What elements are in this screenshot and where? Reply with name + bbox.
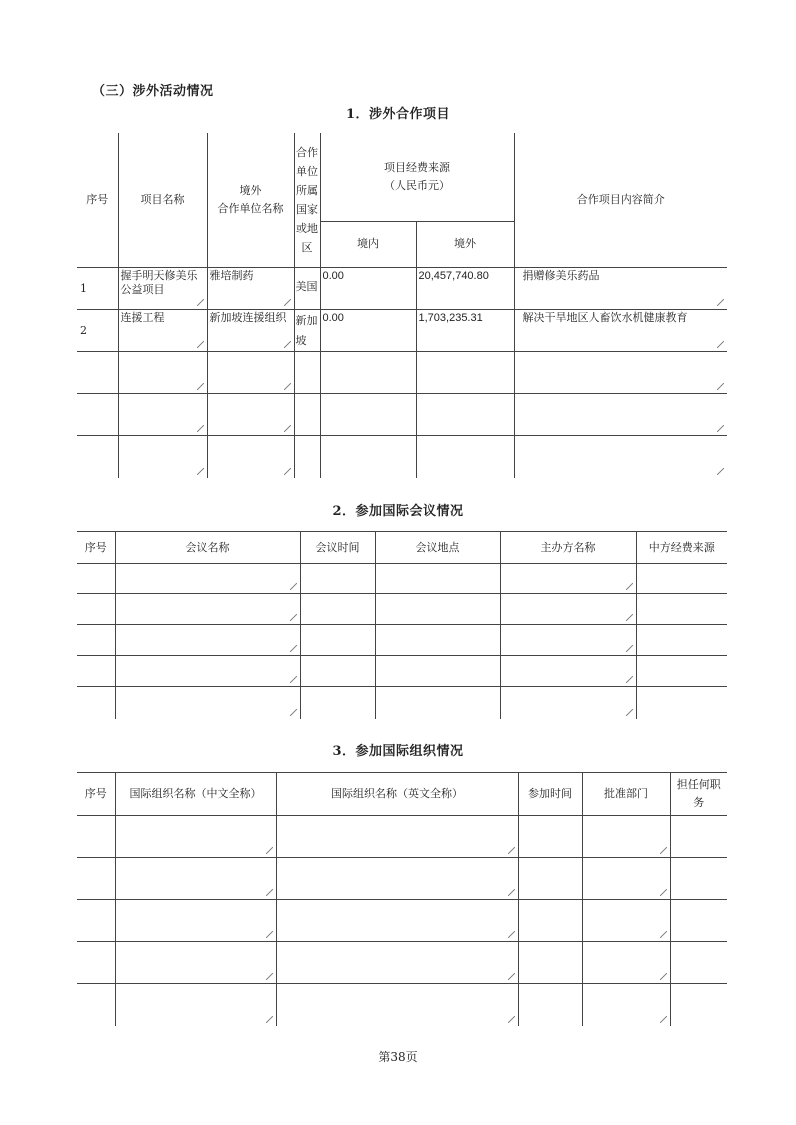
- header-overseas: 境外: [416, 221, 514, 267]
- foreign-cooperation-table: [77, 133, 727, 478]
- header-partner-line1: 境外: [239, 184, 262, 198]
- empty-cell[interactable]: [518, 984, 582, 1026]
- header-conference-time: 会议时间: [300, 532, 375, 564]
- row1-domestic-cell[interactable]: [320, 267, 416, 309]
- header-seq: 序号: [77, 532, 115, 564]
- empty-cell[interactable]: [416, 435, 514, 478]
- row1-overseas: 20,457,740.80: [418, 269, 489, 282]
- row2-overseas: 1,703,235.31: [418, 311, 483, 324]
- empty-cell[interactable]: [276, 984, 518, 1026]
- row1-summary: 捐赠修美乐药品: [522, 268, 600, 282]
- empty-cell[interactable]: [77, 858, 115, 900]
- empty-cell[interactable]: [77, 625, 115, 656]
- empty-cell[interactable]: [518, 816, 582, 858]
- row2-summary: 解决干旱地区人畜饮水机健康教育: [522, 310, 688, 324]
- row2-partner: 新加坡连援组织: [209, 310, 287, 324]
- empty-cell[interactable]: [115, 656, 300, 687]
- empty-cell[interactable]: [300, 625, 375, 656]
- header-position-line1: 担任何职: [676, 778, 721, 792]
- header-host: 主办方名称: [500, 532, 636, 564]
- header-country-5: 区: [301, 240, 313, 254]
- empty-cell[interactable]: [320, 351, 416, 393]
- header-position-line2: 务: [693, 796, 705, 809]
- empty-cell[interactable]: [500, 687, 636, 719]
- row2-country: 新加坡: [295, 313, 318, 347]
- header-country-2: 所属: [296, 183, 318, 197]
- header-funding-line2: （人民币元）: [384, 178, 450, 192]
- empty-cell[interactable]: [115, 564, 300, 594]
- header-partner-line2: 合作单位名称: [217, 201, 284, 215]
- header-org-name-en: 国际组织名称（英文全称）: [276, 773, 518, 816]
- header-project-name: 项目名称: [118, 133, 207, 267]
- table-row: [77, 435, 727, 478]
- row2-overseas-cell[interactable]: [416, 309, 514, 351]
- table-row: [77, 309, 727, 351]
- empty-cell[interactable]: [77, 816, 115, 858]
- empty-cell[interactable]: [300, 564, 375, 594]
- row2-seq: 2: [77, 309, 118, 351]
- table-row: [77, 393, 727, 435]
- empty-cell[interactable]: [115, 594, 300, 625]
- empty-cell[interactable]: [518, 900, 582, 942]
- empty-cell[interactable]: [500, 625, 636, 656]
- table-row: [77, 984, 727, 1026]
- empty-cell[interactable]: [294, 393, 320, 435]
- row2-country-cell[interactable]: [294, 309, 320, 351]
- empty-cell[interactable]: [500, 594, 636, 625]
- row2-summary-cell[interactable]: [514, 309, 727, 351]
- empty-cell[interactable]: [636, 594, 727, 625]
- row2-partner-cell[interactable]: [207, 309, 294, 351]
- table-row: [77, 858, 727, 900]
- empty-cell[interactable]: [294, 435, 320, 478]
- empty-cell[interactable]: [670, 816, 727, 858]
- header-country: [294, 133, 320, 267]
- header-approver: 批准部门: [582, 773, 670, 816]
- row1-name: 握手明天修美乐公益项目: [120, 268, 198, 296]
- empty-cell[interactable]: [77, 984, 115, 1026]
- header-funding-source: 中方经费来源: [636, 532, 727, 564]
- empty-cell[interactable]: [375, 687, 500, 719]
- empty-cell[interactable]: [320, 393, 416, 435]
- empty-cell[interactable]: [670, 984, 727, 1026]
- row1-partner: 雅培制药: [209, 268, 254, 282]
- table1-caption: 1．涉外合作项目: [345, 107, 451, 122]
- header-country-4: 或地: [296, 221, 318, 235]
- empty-cell[interactable]: [582, 816, 670, 858]
- section-title: （三）涉外活动情况: [92, 84, 214, 99]
- table-row: [77, 816, 727, 858]
- row1-summary-cell[interactable]: [514, 267, 727, 309]
- empty-cell[interactable]: [582, 858, 670, 900]
- row2-name-cell[interactable]: [118, 309, 207, 351]
- row1-partner-cell[interactable]: [207, 267, 294, 309]
- empty-cell[interactable]: [77, 594, 115, 625]
- empty-cell[interactable]: [115, 900, 276, 942]
- empty-cell[interactable]: [207, 393, 294, 435]
- empty-cell[interactable]: [416, 351, 514, 393]
- table-row: [77, 687, 727, 719]
- empty-cell[interactable]: [514, 351, 727, 393]
- empty-cell[interactable]: [375, 656, 500, 687]
- empty-cell[interactable]: [582, 900, 670, 942]
- empty-cell[interactable]: [294, 351, 320, 393]
- empty-cell[interactable]: [636, 625, 727, 656]
- empty-cell[interactable]: [77, 900, 115, 942]
- empty-cell[interactable]: [115, 816, 276, 858]
- row2-name: 连援工程: [120, 310, 165, 324]
- empty-cell[interactable]: [77, 351, 118, 393]
- empty-cell[interactable]: [670, 858, 727, 900]
- header-country-3: 国家: [296, 202, 318, 216]
- table-row: [77, 900, 727, 942]
- empty-cell[interactable]: [375, 625, 500, 656]
- row1-name-cell[interactable]: [118, 267, 207, 309]
- empty-cell[interactable]: [518, 858, 582, 900]
- empty-cell[interactable]: [636, 656, 727, 687]
- header-country-1: 单位: [296, 164, 318, 178]
- empty-cell[interactable]: [582, 942, 670, 984]
- header-funding: [320, 133, 514, 221]
- empty-cell[interactable]: [514, 393, 727, 435]
- table3-caption: 3．参加国际组织情况: [332, 744, 464, 759]
- row2-domestic: 0.00: [322, 311, 344, 324]
- header-seq: 序号: [77, 773, 115, 816]
- empty-cell[interactable]: [115, 625, 300, 656]
- empty-cell[interactable]: [276, 900, 518, 942]
- empty-cell[interactable]: [115, 687, 300, 719]
- header-conference-place: 会议地点: [375, 532, 500, 564]
- header-funding-line1: 项目经费来源: [384, 161, 450, 175]
- row1-country: 美国: [295, 279, 318, 293]
- empty-cell[interactable]: [500, 564, 636, 594]
- table-row: [77, 351, 727, 393]
- header-country-0: 合作: [296, 145, 318, 159]
- row1-seq: 1: [77, 267, 118, 309]
- empty-cell[interactable]: [118, 435, 207, 478]
- header-position: [670, 773, 727, 816]
- empty-cell[interactable]: [115, 858, 276, 900]
- empty-cell[interactable]: [207, 435, 294, 478]
- empty-cell[interactable]: [77, 687, 115, 719]
- empty-cell[interactable]: [115, 942, 276, 984]
- international-organization-table: [77, 772, 727, 1026]
- header-partner: [207, 133, 294, 267]
- empty-cell[interactable]: [670, 900, 727, 942]
- empty-cell[interactable]: [276, 816, 518, 858]
- table-row: [77, 625, 727, 656]
- table-row: [77, 656, 727, 687]
- row2-domestic-cell[interactable]: [320, 309, 416, 351]
- empty-cell[interactable]: [500, 656, 636, 687]
- empty-cell[interactable]: [77, 393, 118, 435]
- header-summary: 合作项目内容简介: [514, 133, 727, 267]
- header-conference-name: 会议名称: [115, 532, 300, 564]
- empty-cell[interactable]: [77, 564, 115, 594]
- row1-country-cell[interactable]: [294, 267, 320, 309]
- row1-domestic: 0.00: [322, 269, 344, 282]
- empty-cell[interactable]: [375, 564, 500, 594]
- empty-cell[interactable]: [77, 942, 115, 984]
- table2-caption: 2．参加国际会议情况: [332, 504, 464, 519]
- empty-cell[interactable]: [207, 351, 294, 393]
- empty-cell[interactable]: [276, 942, 518, 984]
- empty-cell[interactable]: [514, 435, 727, 478]
- empty-cell[interactable]: [416, 393, 514, 435]
- empty-cell[interactable]: [300, 687, 375, 719]
- row1-overseas-cell[interactable]: [416, 267, 514, 309]
- empty-cell[interactable]: [118, 393, 207, 435]
- table-row: [77, 267, 727, 309]
- empty-cell[interactable]: [518, 942, 582, 984]
- empty-cell[interactable]: [670, 942, 727, 984]
- international-conference-table: [77, 531, 727, 719]
- empty-cell[interactable]: [375, 594, 500, 625]
- empty-cell[interactable]: [300, 594, 375, 625]
- header-join-time: 参加时间: [518, 773, 582, 816]
- empty-cell[interactable]: [77, 435, 118, 478]
- header-domestic: 境内: [320, 221, 416, 267]
- empty-cell[interactable]: [582, 984, 670, 1026]
- empty-cell[interactable]: [320, 435, 416, 478]
- page-number: 第38页: [378, 1050, 418, 1064]
- empty-cell[interactable]: [276, 858, 518, 900]
- header-org-name-cn: 国际组织名称（中文全称）: [115, 773, 276, 816]
- empty-cell[interactable]: [636, 564, 727, 594]
- empty-cell[interactable]: [115, 984, 276, 1026]
- empty-cell[interactable]: [636, 687, 727, 719]
- header-seq: 序号: [77, 133, 118, 267]
- empty-cell[interactable]: [77, 656, 115, 687]
- table-row: [77, 564, 727, 594]
- empty-cell[interactable]: [118, 351, 207, 393]
- table-row: [77, 594, 727, 625]
- table-row: [77, 942, 727, 984]
- empty-cell[interactable]: [300, 656, 375, 687]
